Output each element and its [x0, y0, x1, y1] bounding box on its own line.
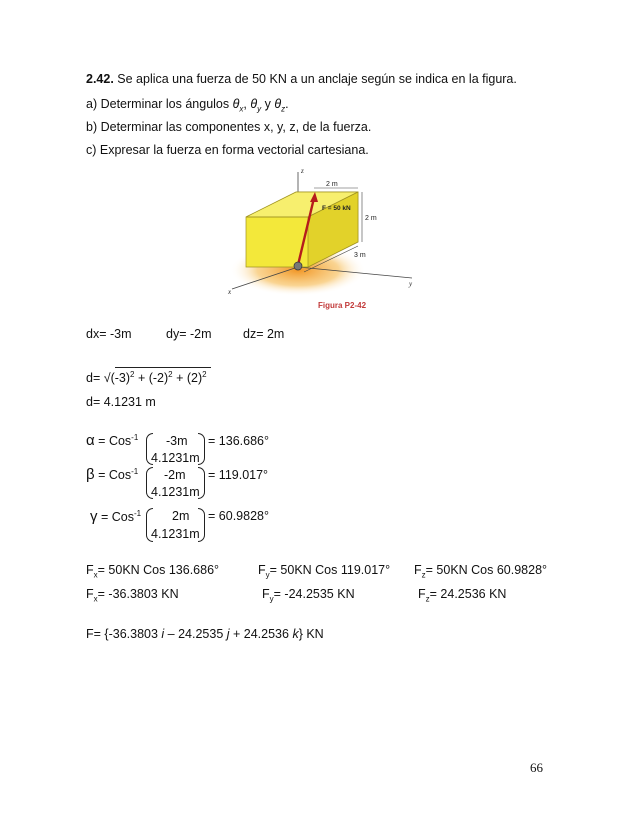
alpha-equation: α = Cos$^{-1}$	[86, 432, 139, 449]
alpha-denominator: 4.1231m	[151, 451, 200, 465]
dy-value: dy= -2m	[166, 327, 212, 341]
dz-value: dz= 2m	[243, 327, 285, 341]
beta-result: = 119.017°	[208, 468, 269, 482]
beta-equation: β = Cos$^{-1}$	[86, 466, 139, 483]
fy-formula: $F_y= 50KN$ Cos 119.017°	[258, 563, 391, 580]
alpha-numerator: -3m	[166, 434, 188, 448]
part-a: a) Determinar los ángulos $\theta_x$, $\theta_y$ y $\theta_z$.	[86, 97, 289, 114]
fz-value: $F_z= 24.2536$ KN	[418, 587, 507, 604]
fz-formula: $F_z= 50KN$ Cos 60.9828°	[414, 563, 548, 580]
distance-value: d= 4.1231 m	[86, 395, 156, 409]
gamma-result: = 60.9828°	[208, 509, 269, 523]
beta-denominator: 4.1231m	[151, 485, 200, 499]
gamma-numerator: 2m	[172, 509, 190, 523]
fx-value: $F_x= -36.3803$ KN	[86, 587, 179, 604]
distance-formula: $d= √(-3)^2 + (-2)^2 + (2)^2$	[86, 370, 207, 386]
figure-caption: Figura P2-42	[318, 301, 367, 310]
dx-value: dx= -3m	[86, 327, 132, 341]
alpha-result: = 136.686°	[208, 434, 269, 448]
problem-statement: Se aplica una fuerza de 50 KN a un anclaje según se indica en la figura.	[113, 72, 517, 86]
force-label: F = 50 kN	[322, 205, 351, 212]
fy-value: $F_y= -24.2535$ KN	[262, 587, 355, 604]
sqrt-bar	[115, 367, 211, 368]
page-number: 66	[530, 760, 543, 775]
gamma-symbol: γ	[90, 508, 98, 525]
axis-label-y: y	[409, 280, 413, 288]
part-b: b) Determinar las componentes x, y, z, de la fuerza.	[86, 120, 372, 134]
gamma-equation: γ = Cos$^{-1}$	[90, 508, 142, 525]
force-vector: F= {-36.3803 i – 24.2535 j + 24.2536 k} KN	[86, 627, 324, 641]
alpha-symbol: α	[86, 432, 95, 449]
dim-top: 2 m	[326, 181, 338, 188]
axis-label-x: x	[228, 288, 232, 296]
problem-number: 2.42.	[86, 72, 114, 86]
gamma-denominator: 4.1231m	[151, 527, 200, 541]
fx-formula: $F_x= 50KN$ Cos 136.686°	[86, 563, 220, 580]
problem-title	[86, 72, 517, 86]
beta-symbol: β	[86, 466, 95, 483]
beta-numerator: -2m	[164, 468, 186, 482]
figure-anchor-box	[226, 162, 422, 318]
dim-right: 2 m	[365, 215, 377, 222]
part-c: c) Expresar la fuerza en forma vectorial cartesiana.	[86, 143, 369, 157]
axis-label-z: z	[301, 167, 304, 175]
anchor-point	[294, 262, 302, 270]
dim-bottom: 3 m	[354, 252, 366, 259]
